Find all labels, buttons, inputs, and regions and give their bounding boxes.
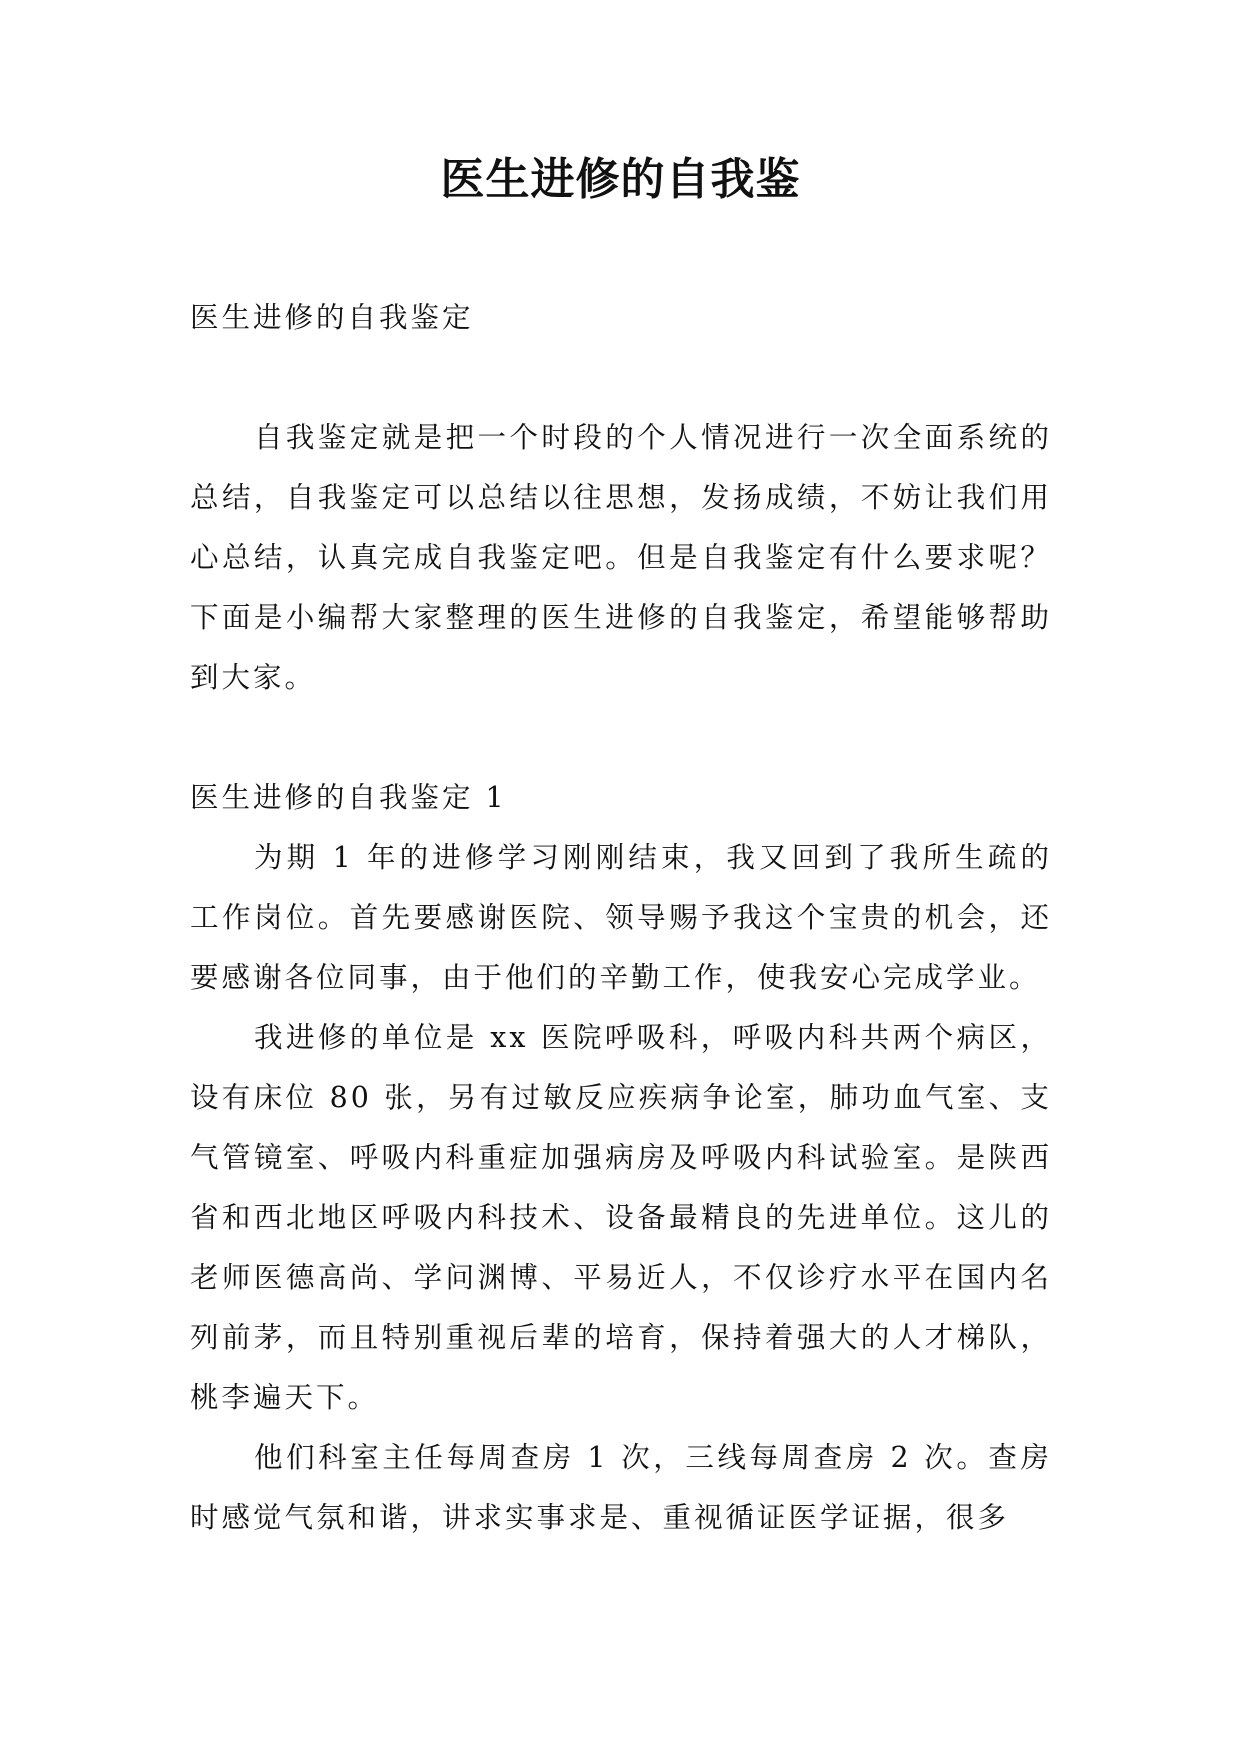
body-paragraph-2: 我进修的单位是 xx 医院呼吸科，呼吸内科共两个病区，设有床位 80 张，另有过敏反应疾病争论室，肺功血气室、支气管镜室、呼吸内科重症加强病房及呼吸内科试验室。是陕西省和西北地区呼吸内科技术、设备最精良的先进单位。这儿的老师医德高尚、学问渊博、平易近人，不仅诊疗水平在国内名列前茅，而且特别重视后辈的培育，保持着强大的人才梯队，桃李遍天下。: [190, 1021, 1052, 1414]
document-title: 医生进修的自我鉴: [440, 154, 801, 205]
spacer: [190, 708, 1052, 768]
intro-paragraph: 自我鉴定就是把一个时段的个人情况进行一次全面系统的总结，自我鉴定可以总结以往思想，发扬成绩，不妨让我们用心总结，认真完成自我鉴定吧。但是自我鉴定有什么要求呢？下面是小编帮大家整理的医生进修的自我鉴定，希望能够帮助到大家。: [190, 421, 1052, 694]
spacer: [190, 348, 1052, 408]
body-paragraph-1: 为期 1 年的进修学习刚刚结束，我又回到了我所生疏的工作岗位。首先要感谢医院、领导赐予我这个宝贵的机会，还要感谢各位同事，由于他们的辛勤工作，使我安心完成学业。: [190, 841, 1052, 994]
document-body: [190, 288, 1052, 1548]
document-subtitle: 医生进修的自我鉴定: [190, 301, 474, 334]
section-heading: 医生进修的自我鉴定 1: [190, 781, 507, 814]
body-paragraph-3: 他们科室主任每周查房 1 次，三线每周查房 2 次。查房时感觉气氛和谐，讲求实事求是、重视循证医学证据，很多: [190, 1441, 1052, 1534]
